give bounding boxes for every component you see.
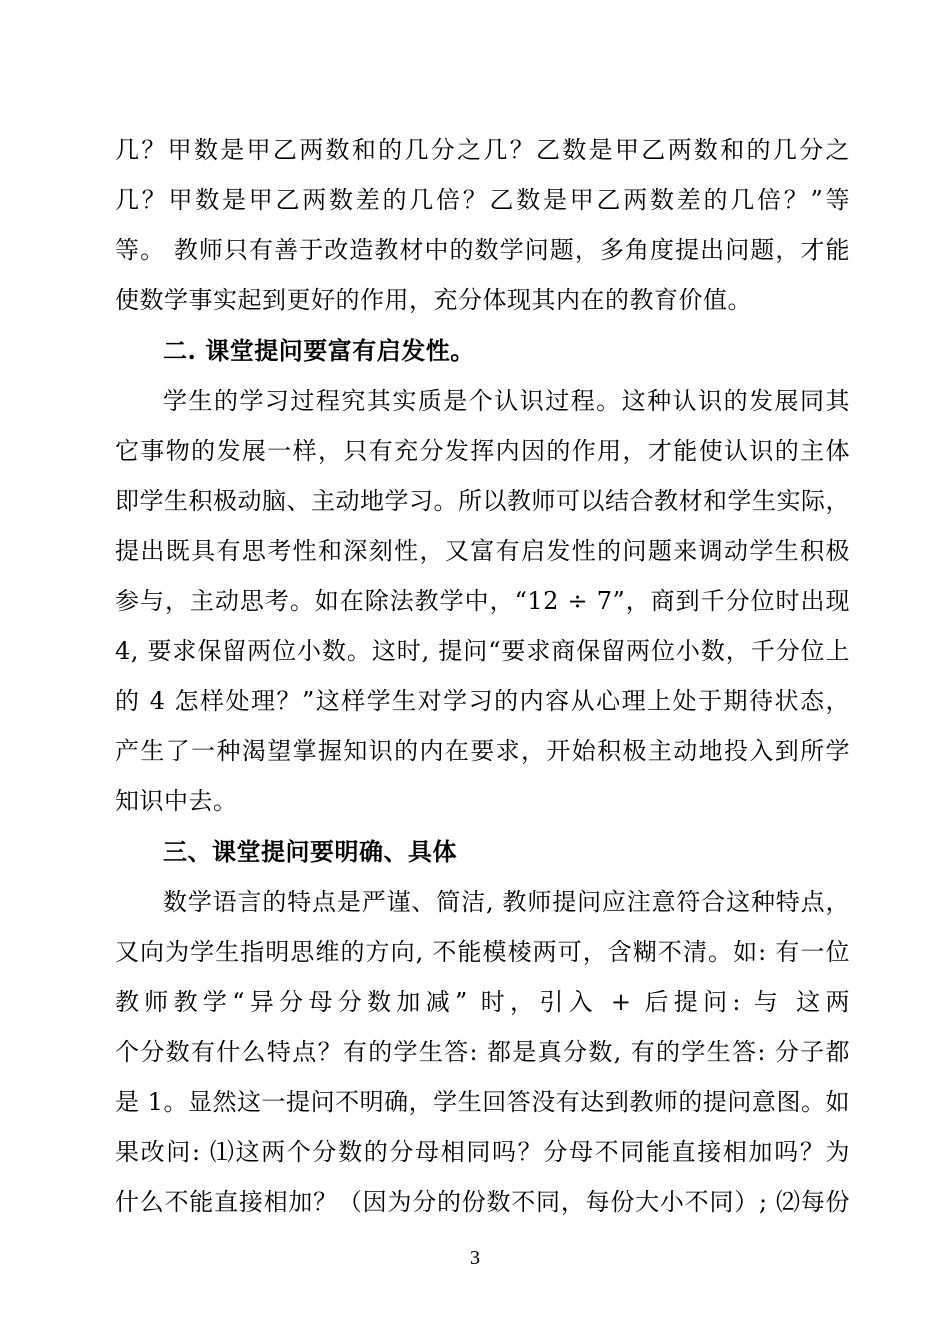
text-line: 个分数有什么特点？有的学生答: 都是真分数, 有的学生答: 分子都 bbox=[115, 1038, 850, 1066]
text-line: 什么不能直接相加？（因为分的份数不同，每份大小不同）; ⑵每份 bbox=[115, 1188, 850, 1216]
text-line: 等。 教师只有善于改造教材中的数学问题，多角度提出问题，才能 bbox=[115, 236, 850, 264]
text-line: 果改问: ⑴这两个分数的分母相同吗？分母不同能直接相加吗？为 bbox=[115, 1138, 850, 1166]
text-line: 几？甲数是甲乙两数差的几倍？乙数是甲乙两数差的几倍？”等 bbox=[115, 186, 850, 214]
text-line: 4, 要求保留两位小数。这时, 提问“要求商保留两位小数，千分位上 bbox=[115, 637, 850, 665]
text-line: 又向为学生指明思维的方向, 不能模棱两可，含糊不清。如: 有一位 bbox=[115, 938, 850, 966]
text-line: 它事物的发展一样，只有充分发挥内因的作用，才能使认识的主体 bbox=[115, 437, 850, 465]
text-line: 知识中去。 bbox=[115, 787, 238, 815]
text-line: 即学生积极动脑、主动地学习。所以教师可以结合教材和学生实际， bbox=[115, 487, 850, 515]
page-number: 3 bbox=[470, 1247, 480, 1269]
text-line: 使数学事实起到更好的作用，充分体现其内在的教育价值。 bbox=[115, 286, 752, 314]
text-line: 教师教学“异分母分数加减” 时，引入 + 后提问: 与 这两 bbox=[115, 988, 850, 1016]
text-line: 是 1。显然这一提问不明确，学生回答没有达到教师的提问意图。如 bbox=[115, 1088, 850, 1116]
text-line: 学生的学习过程究其实质是个认识过程。这种认识的发展同其 bbox=[163, 387, 850, 415]
text-line: 参与，主动思考。如在除法教学中，“12 ÷ 7”，商到千分位时出现 bbox=[115, 587, 850, 615]
text-line: 数学语言的特点是严谨、简洁, 教师提问应注意符合这种特点， bbox=[163, 888, 850, 916]
section-heading: 三、课堂提问要明确、具体 bbox=[163, 837, 457, 866]
text-line: 提出既具有思考性和深刻性，又富有启发性的问题来调动学生积极 bbox=[115, 537, 850, 565]
text-line: 几？甲数是甲乙两数和的几分之几？乙数是甲乙两数和的几分之 bbox=[115, 136, 850, 164]
text-line: 产生了一种渴望掌握知识的内在要求，开始积极主动地投入到所学 bbox=[115, 737, 850, 765]
text-line: 的 4 怎样处理？”这样学生对学习的内容从心理上处于期待状态， bbox=[115, 687, 850, 715]
section-heading: 二. 课堂提问要富有启发性。 bbox=[163, 336, 475, 365]
